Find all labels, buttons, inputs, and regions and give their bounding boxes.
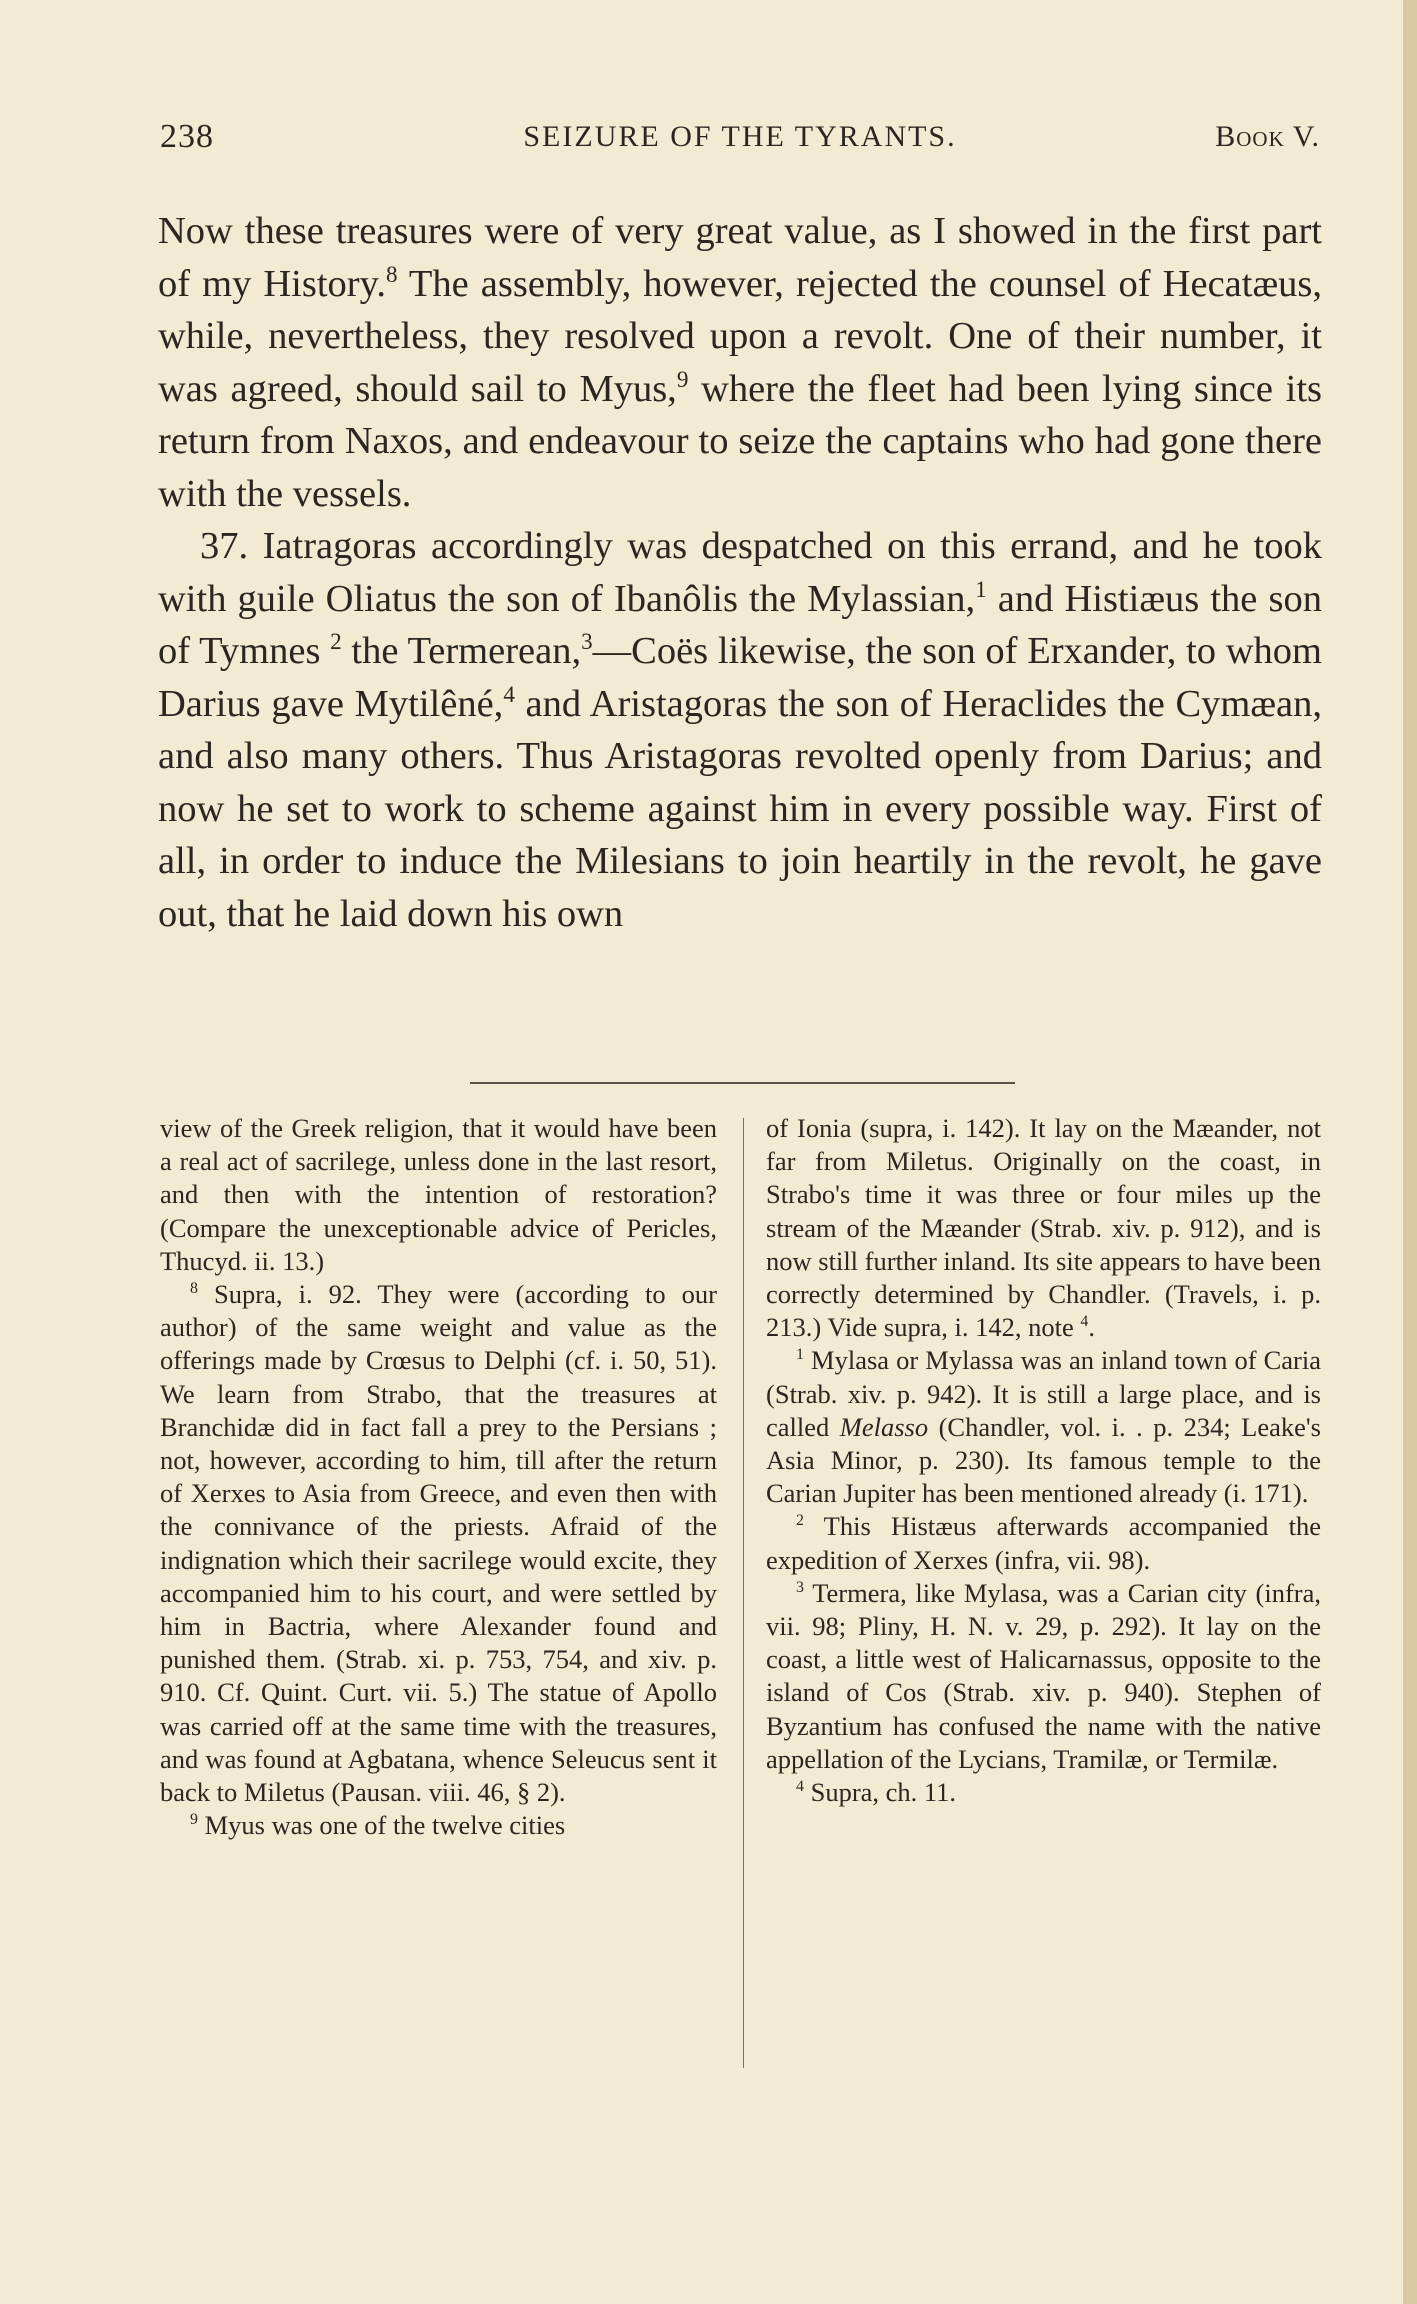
footnote-ref: 2 xyxy=(330,628,342,655)
running-header xyxy=(160,118,1320,158)
column-divider xyxy=(743,1118,744,2068)
paragraph: 37. Iatragoras accordingly was despatched on this errand, and he took with guile Oliatus the son of Ibanôlis the Mylassian,$^1$ and Histiæus the son of Tymnes $^2$ the Termerean,$^3$—Coës likewise, the son of Erxander, to whom Darius gave Mytilêné,$^4$ and Aristagoras the son of Heraclides the Cymæan, and also many others. Thus Aristagoras revolted openly from Darius; and now he set to work to scheme against him in every possible way. First of all, in order to induce the Milesians to join heartily in the revolt, he gave out, that he laid down his own xyxy=(158,525,1322,935)
running-title: SEIZURE OF THE TYRANTS. xyxy=(523,120,957,153)
footnote-ref: 1 xyxy=(975,575,987,602)
footnote: $^4$ Supra, ch. 11. xyxy=(796,1777,957,1808)
paragraph: Now these treasures were of very great value, as I showed in the first part of my History.$^8$ The assembly, however, rejected the counsel of Hecatæus, while, nevertheless, they resolved upon a revolt. One of their number, it was agreed, should sail to Myus,$^9$ where the fleet had been lying since its return from Naxos, and endeavour to seize the captains who had gone there with the vessels. xyxy=(158,210,1322,515)
footnote-rule xyxy=(470,1082,1015,1084)
footnote-ref: 4 xyxy=(503,680,515,707)
footnotes-left-column xyxy=(160,1112,717,1842)
book-label: Book V. xyxy=(1215,120,1320,153)
footnote-continuation: view of the Greek religion, that it would have been a real act of sacrilege, unless done in the last resort, and then with the intention of restoration? (Compare the unexceptionable advice of Pericles, Thucyd. ii. 13.) xyxy=(160,1113,717,1276)
main-text xyxy=(158,205,1322,940)
footnote: $^1$ Mylasa or Mylassa was an inland town of Caria (Strab. xiv. p. 942). It is still a large place, and is called Melasso (Chandler, vol. i. . p. 234; Leake's Asia Minor, p. 230). Its famous temple to the Carian Jupiter has been mentioned already (i. 171). xyxy=(766,1345,1321,1509)
footnote: $^9$ Myus was one of the twelve cities xyxy=(190,1810,566,1841)
page-edge xyxy=(1403,0,1417,2304)
footnote-ref: 8 xyxy=(386,260,398,287)
footnote: $^8$ Supra, i. 92. They were (according to our author) of the same weight and value as the offerings made by Crœsus to Delphi (cf. i. 50, 51). We learn from Strabo, that the treasures at Branchidæ did in fact fall a prey to the Persians ; not, however, according to him, till after the return of Xerxes to Asia from Greece, and even then with the connivance of the priests. Afraid of the indignation which their sacrilege would excite, they accompanied him to his court, and were settled by him in Bactria, where Alexander found and punished them. (Strab. xi. p. 753, 754, and xiv. p. 910. Cf. Quint. Curt. vii. 5.) The statue of Apollo was carried off at the same time with the treasures, and was found at Agbatana, whence Seleucus sent it back to Miletus (Pausan. viii. 46, § 2). xyxy=(160,1279,717,1808)
footnote-continuation: of Ionia (supra, i. 142). It lay on the Mæander, not far from Miletus. Originally on the coast, in Strabo's time it was three or four miles up the stream of the Mæander (Strab. xiv. p. 912), and is now still further inland. Its site appears to have been correctly determined by Chandler. (Travels, i. p. 213.) Vide supra, i. 142, note $^4$. xyxy=(766,1113,1321,1343)
footnote: $^2$ This Histæus afterwards accompanied the expedition of Xerxes (infra, vii. 98). xyxy=(766,1511,1321,1575)
footnote-ref: 9 xyxy=(676,365,689,392)
page-number: 238 xyxy=(160,118,214,155)
footnotes-right-column xyxy=(766,1112,1321,1809)
footnote-ref: 3 xyxy=(581,628,593,655)
footnote: $^3$ Termera, like Mylasa, was a Carian city (infra, vii. 98; Pliny, H. N. v. 29, p. 292). It lay on the coast, a little west of Halicarnassus, opposite to the island of Cos (Strab. xiv. p. 940). Stephen of Byzantium has confused the name with the native appellation of the Lycians, Tramilæ, or Termilæ. xyxy=(766,1577,1321,1774)
